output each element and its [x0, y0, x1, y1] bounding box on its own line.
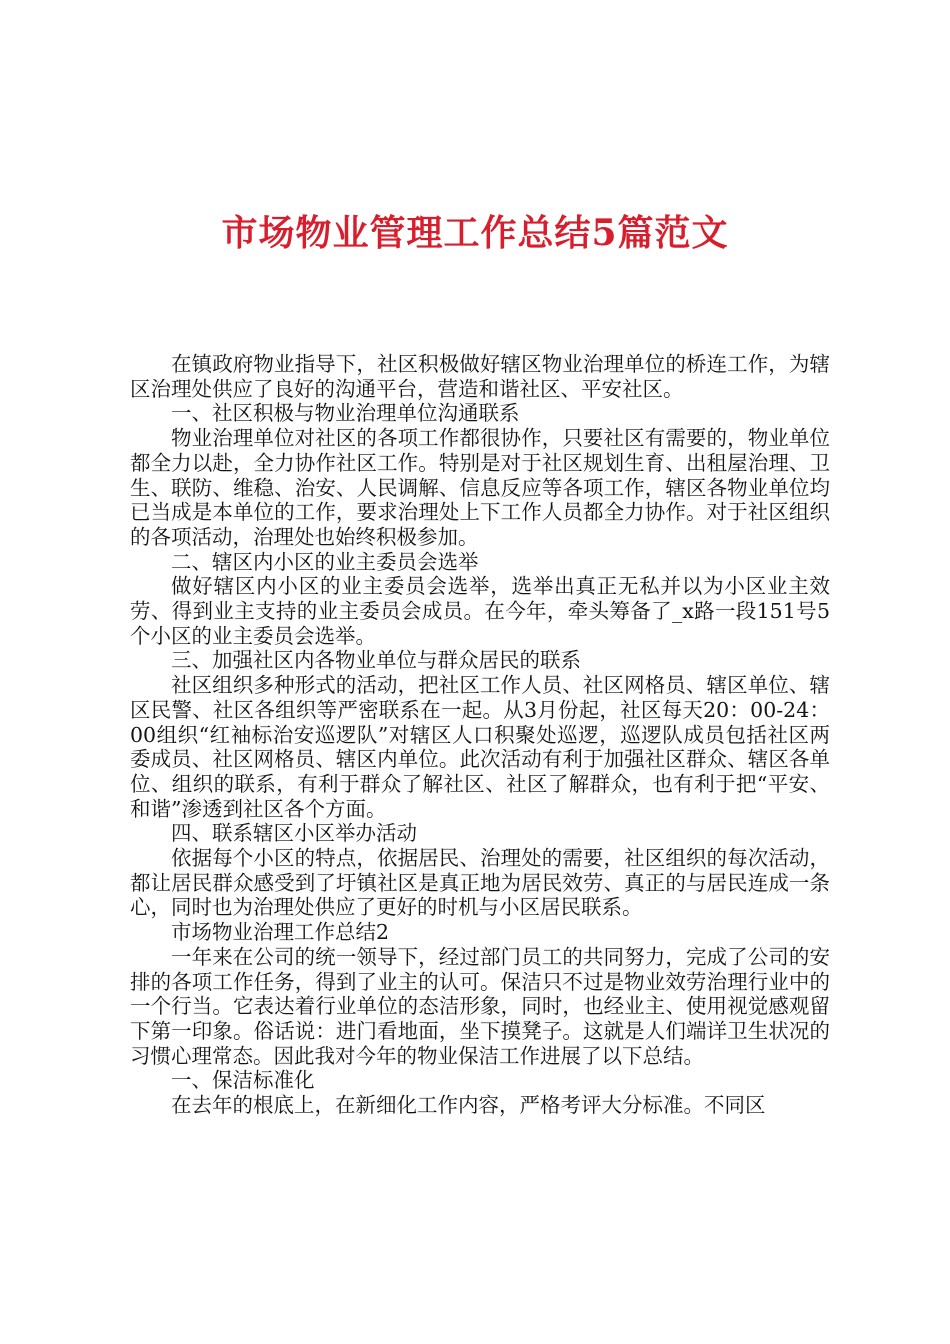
body-paragraph: 在镇政府物业指导下，社区积极做好辖区物业治理单位的桥连工作，为辖区治理处供应了良好的沟通平台，营造和谐社区、平安社区。	[130, 352, 830, 401]
section-heading: 一、保洁标准化	[171, 1068, 315, 1093]
section-heading: 三、加强社区内各物业单位与群众居民的联系	[171, 648, 581, 673]
section-heading: 二、辖区内小区的业主委员会选举	[171, 549, 479, 574]
body-paragraph: 物业治理单位对社区的各项工作都很协作，只要社区有需要的，物业单位都全力以赴，全力协作社区工作。特别是对于社区规划生育、出租屋治理、卫生、联防、维稳、治安、人民调解、信息反应等各项工作，辖区各物业单位均已当成是本单位的工作，要求治理处上下工作人员都全力协作。对于社区组织的各项活动，治理处也始终积极参加。	[130, 426, 830, 549]
section-heading: 一、社区积极与物业治理单位沟通联系	[171, 401, 520, 426]
body-paragraph: 社区组织多种形式的活动，把社区工作人员、社区网格员、辖区单位、辖区民警、社区各组织等严密联系在一起。从3月份起，社区每天20：00-24：00组织“红袖标治安巡逻队”对辖区人口积聚处巡逻，巡逻队成员包括社区两委成员、社区网格员、辖区内单位。此次活动有利于加强社区群众、辖区各单位、组织的联系，有利于群众了解社区、社区了解群众，也有利于把“平安、和谐”渗透到社区各个方面。	[130, 673, 830, 821]
subtitle-heading: 市场物业治理工作总结2	[171, 920, 390, 945]
document-body	[130, 352, 830, 1118]
section-heading: 四、联系辖区小区举办活动	[171, 821, 417, 846]
document-title: 市场物业管理工作总结5篇范文	[221, 212, 729, 254]
body-paragraph: 在去年的根底上，在新细化工作内容，严格考评大分标准。不同区	[171, 1093, 766, 1118]
body-paragraph: 一年来在公司的统一领导下，经过部门员工的共同努力，完成了公司的安排的各项工作任务，得到了业主的认可。保洁只不过是物业效劳治理行业中的一个行当。它表达着行业单位的态洁形象，同时，也经业主、使用视觉感观留下第一印象。俗话说：进门看地面，坐下摸凳子。这就是人们端详卫生状况的习惯心理常态。因此我对今年的物业保洁工作进展了以下总结。	[130, 944, 830, 1068]
body-paragraph: 做好辖区内小区的业主委员会选举，选举出真正无私并以为小区业主效劳、得到业主支持的业主委员会成员。在今年，牵头筹备了_x路一段151号5个小区的业主委员会选举。	[130, 574, 830, 648]
body-paragraph: 依据每个小区的特点，依据居民、治理处的需要，社区组织的每次活动，都让居民群众感受到了圩镇社区是真正地为居民效劳、真正的与居民连成一条心，同时也为治理处供应了更好的时机与小区居民联系。	[130, 846, 830, 920]
